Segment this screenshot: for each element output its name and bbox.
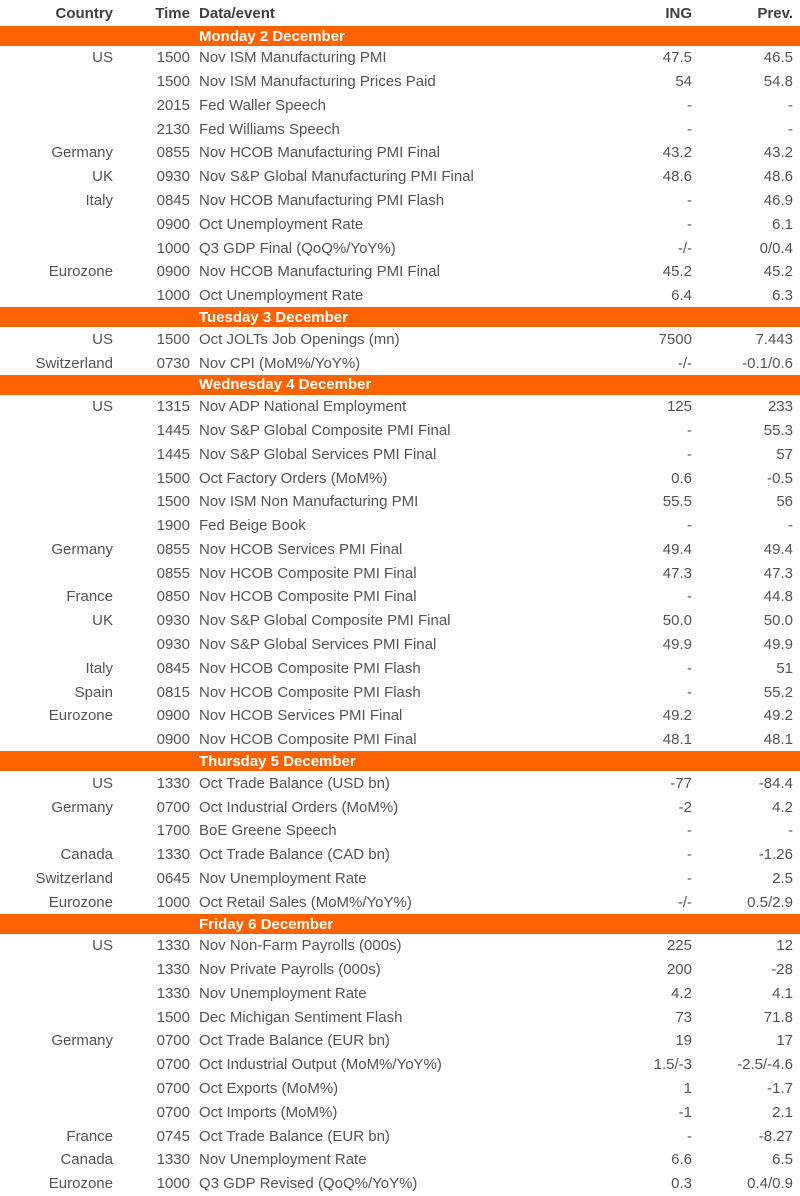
event-cell: Nov Non-Farm Payrolls (000s) xyxy=(199,937,402,955)
prev-value-cell: 2.1 xyxy=(772,1103,793,1121)
prev-value-cell: 7.443 xyxy=(755,330,793,348)
day-section-band xyxy=(0,26,800,46)
ing-value-cell: - xyxy=(687,1127,692,1145)
time-cell: 1500 xyxy=(156,469,190,487)
time-cell: 0930 xyxy=(156,612,190,630)
ing-value-cell: 225 xyxy=(666,937,692,955)
event-cell: Nov Unemployment Rate xyxy=(199,869,367,887)
table-row xyxy=(0,189,800,213)
table-row xyxy=(0,843,800,867)
ing-value-cell: 47.3 xyxy=(662,564,692,582)
table-row xyxy=(0,351,800,375)
table-row xyxy=(0,538,800,562)
ing-value-cell: 49.2 xyxy=(662,707,692,725)
prev-value-cell: 0.5/2.9 xyxy=(747,893,793,911)
event-cell: Nov HCOB Manufacturing PMI Final xyxy=(199,144,440,162)
time-cell: 1000 xyxy=(156,287,190,305)
event-cell: Nov ADP National Employment xyxy=(199,398,407,416)
time-cell: 1900 xyxy=(156,517,190,535)
table-row xyxy=(0,141,800,165)
table-row xyxy=(0,514,800,538)
time-cell: 0900 xyxy=(156,707,190,725)
event-cell: Nov HCOB Composite PMI Final xyxy=(199,731,417,749)
prev-value-cell: 54.8 xyxy=(763,73,793,91)
table-row xyxy=(0,70,800,94)
day-section-band xyxy=(0,375,800,395)
day-section-label: Thursday 5 December xyxy=(199,752,356,770)
event-cell: Nov S&P Global Manufacturing PMI Final xyxy=(199,168,474,186)
ing-value-cell: - xyxy=(687,846,692,864)
prev-value-cell: 46.9 xyxy=(763,191,793,209)
country-cell: US xyxy=(92,398,113,416)
prev-value-cell: -1.7 xyxy=(767,1080,793,1097)
time-cell: 1700 xyxy=(156,822,190,840)
time-cell: 1330 xyxy=(156,1151,190,1169)
prev-value-cell: 47.3 xyxy=(763,564,793,582)
country-cell: Germany xyxy=(51,540,113,558)
table-row xyxy=(0,466,800,490)
time-cell: 0855 xyxy=(156,540,190,558)
event-cell: Nov HCOB Composite PMI Final xyxy=(199,564,417,582)
table-row xyxy=(0,46,800,70)
time-cell: 1445 xyxy=(156,422,190,440)
time-cell: 0855 xyxy=(156,144,190,162)
event-cell: Oct Trade Balance (CAD bn) xyxy=(199,846,390,864)
time-cell: 0855 xyxy=(156,564,190,582)
event-cell: Dec Michigan Sentiment Flash xyxy=(199,1008,403,1026)
column-header-prev: Prev. xyxy=(757,4,793,22)
prev-value-cell: 2.5 xyxy=(772,869,793,887)
event-cell: Nov ISM Manufacturing PMI xyxy=(199,49,387,67)
prev-value-cell: 49.9 xyxy=(763,635,793,653)
event-cell: Nov HCOB Composite PMI Flash xyxy=(199,659,421,677)
prev-value-cell: 48.1 xyxy=(763,731,793,749)
event-cell: Nov S&P Global Services PMI Final xyxy=(199,445,437,463)
country-cell: France xyxy=(66,1127,113,1145)
table-row xyxy=(0,1029,800,1053)
table-row xyxy=(0,260,800,284)
event-cell: Oct Trade Balance (EUR bn) xyxy=(199,1127,390,1145)
event-cell: Oct Retail Sales (MoM%/YoY%) xyxy=(199,893,412,911)
prev-value-cell: 4.1 xyxy=(772,984,793,1002)
country-cell: Canada xyxy=(60,846,113,864)
time-cell: 1500 xyxy=(156,49,190,67)
prev-value-cell: 233 xyxy=(767,398,793,416)
prev-value-cell: 6.1 xyxy=(772,215,793,233)
prev-value-cell: 50.0 xyxy=(763,612,793,630)
ing-value-cell: 1 xyxy=(683,1080,692,1097)
ing-value-cell: - xyxy=(687,215,692,233)
table-row xyxy=(0,490,800,514)
time-cell: 2130 xyxy=(156,120,190,138)
time-cell: 0900 xyxy=(156,263,190,281)
table-row xyxy=(0,982,800,1006)
table-row xyxy=(0,561,800,585)
event-cell: Oct Trade Balance (USD bn) xyxy=(199,774,390,792)
time-cell: 1330 xyxy=(156,846,190,864)
column-header-country: Country xyxy=(55,4,113,22)
table-row xyxy=(0,419,800,443)
table-row xyxy=(0,236,800,260)
time-cell: 0700 xyxy=(156,798,190,816)
ing-value-cell: 19 xyxy=(675,1032,692,1050)
time-cell: 1330 xyxy=(156,937,190,955)
event-cell: Q3 GDP Revised (QoQ%/YoY%) xyxy=(199,1175,418,1193)
ing-value-cell: 45.2 xyxy=(662,263,692,281)
time-cell: 0850 xyxy=(156,588,190,606)
event-cell: Oct Industrial Orders (MoM%) xyxy=(199,798,399,816)
country-cell: US xyxy=(92,774,113,792)
event-cell: Oct Factory Orders (MoM%) xyxy=(199,469,388,487)
time-cell: 0700 xyxy=(156,1056,190,1074)
time-cell: 1445 xyxy=(156,445,190,463)
country-cell: Canada xyxy=(60,1151,113,1169)
day-section-band xyxy=(0,751,800,771)
prev-value-cell: -2.5/-4.6 xyxy=(737,1056,793,1074)
day-section-label: Wednesday 4 December xyxy=(199,376,372,394)
ing-value-cell: 55.5 xyxy=(662,493,692,511)
prev-value-cell: - xyxy=(788,96,793,114)
table-row xyxy=(0,1100,800,1124)
ing-value-cell: -/- xyxy=(677,354,692,372)
ing-value-cell: - xyxy=(687,588,692,606)
table-row xyxy=(0,890,800,914)
table-row xyxy=(0,680,800,704)
time-cell: 0815 xyxy=(156,683,190,701)
event-cell: Nov HCOB Services PMI Final xyxy=(199,540,403,558)
prev-value-cell: 55.2 xyxy=(763,683,793,701)
prev-value-cell: 6.3 xyxy=(772,287,793,305)
table-row xyxy=(0,442,800,466)
ing-value-cell: 1.5/-3 xyxy=(653,1056,692,1074)
event-cell: Oct JOLTs Job Openings (mn) xyxy=(199,330,400,348)
event-cell: Nov Private Payrolls (000s) xyxy=(199,961,381,979)
country-cell: US xyxy=(92,49,113,67)
prev-value-cell: 51 xyxy=(776,659,793,677)
ing-value-cell: 0.6 xyxy=(671,469,692,487)
table-row xyxy=(0,284,800,308)
table-row xyxy=(0,1172,800,1196)
event-cell: Nov HCOB Composite PMI Flash xyxy=(199,683,421,701)
ing-value-cell: - xyxy=(687,822,692,840)
time-cell: 0845 xyxy=(156,191,190,209)
event-cell: Nov S&P Global Composite PMI Final xyxy=(199,422,451,440)
column-header-ing: ING xyxy=(665,4,692,22)
table-row xyxy=(0,1053,800,1077)
prev-value-cell: 44.8 xyxy=(763,588,793,606)
time-cell: 1500 xyxy=(156,330,190,348)
event-cell: Fed Beige Book xyxy=(199,517,306,535)
country-cell: Eurozone xyxy=(48,1175,113,1193)
time-cell: 1500 xyxy=(156,493,190,511)
country-cell: UK xyxy=(92,168,113,186)
prev-value-cell: - xyxy=(788,120,793,138)
country-cell: Switzerland xyxy=(35,869,113,887)
table-row xyxy=(0,327,800,351)
event-cell: Nov CPI (MoM%/YoY%) xyxy=(199,354,361,372)
time-cell: 0730 xyxy=(156,354,190,372)
ing-value-cell: 50.0 xyxy=(662,612,692,630)
ing-value-cell: -/- xyxy=(677,893,692,911)
ing-value-cell: 54 xyxy=(675,73,692,91)
prev-value-cell: -1.26 xyxy=(758,846,793,864)
table-row xyxy=(0,165,800,189)
ing-value-cell: 48.1 xyxy=(662,731,692,749)
prev-value-cell: -84.4 xyxy=(758,774,793,792)
country-cell: Germany xyxy=(51,798,113,816)
day-section-label: Monday 2 December xyxy=(199,27,345,45)
ing-value-cell: 49.9 xyxy=(662,635,692,653)
table-row xyxy=(0,609,800,633)
ing-value-cell: 43.2 xyxy=(662,144,692,162)
ing-value-cell: - xyxy=(687,517,692,535)
prev-value-cell: 12 xyxy=(776,937,793,955)
prev-value-cell: 45.2 xyxy=(763,263,793,281)
ing-value-cell: - xyxy=(687,445,692,463)
ing-value-cell: - xyxy=(687,869,692,887)
table-row xyxy=(0,819,800,843)
ing-value-cell: - xyxy=(687,683,692,701)
event-cell: Nov S&P Global Services PMI Final xyxy=(199,635,437,653)
prev-value-cell: 46.5 xyxy=(763,49,793,67)
event-cell: Oct Unemployment Rate xyxy=(199,215,364,233)
country-cell: US xyxy=(92,330,113,348)
table-row xyxy=(0,94,800,118)
time-cell: 0700 xyxy=(156,1080,190,1097)
event-cell: Oct Exports (MoM%) xyxy=(199,1080,339,1097)
event-cell: Nov HCOB Services PMI Final xyxy=(199,707,403,725)
time-cell: 1000 xyxy=(156,893,190,911)
ing-value-cell: -2 xyxy=(678,798,692,816)
prev-value-cell: 56 xyxy=(776,493,793,511)
time-cell: 0900 xyxy=(156,731,190,749)
table-body xyxy=(0,26,800,1195)
ing-value-cell: 0.3 xyxy=(671,1175,692,1193)
time-cell: 0645 xyxy=(156,869,190,887)
time-cell: 1315 xyxy=(156,398,190,416)
table-row xyxy=(0,656,800,680)
time-cell: 1000 xyxy=(156,239,190,257)
event-cell: Oct Trade Balance (EUR bn) xyxy=(199,1032,390,1050)
prev-value-cell: 0/0.4 xyxy=(759,239,793,257)
ing-value-cell: 125 xyxy=(666,398,692,416)
time-cell: 0900 xyxy=(156,215,190,233)
column-header-row xyxy=(0,0,800,26)
country-cell: Germany xyxy=(51,1032,113,1050)
table-row xyxy=(0,212,800,236)
time-cell: 1330 xyxy=(156,774,190,792)
ing-value-cell: -77 xyxy=(670,774,692,792)
ing-value-cell: - xyxy=(687,422,692,440)
ing-value-cell: - xyxy=(687,96,692,114)
ing-value-cell: - xyxy=(687,191,692,209)
prev-value-cell: 71.8 xyxy=(763,1008,793,1026)
country-cell: Italy xyxy=(85,659,113,677)
table-row xyxy=(0,117,800,141)
prev-value-cell: 43.2 xyxy=(763,144,793,162)
prev-value-cell: -28 xyxy=(771,961,793,979)
country-cell: Eurozone xyxy=(48,263,113,281)
ing-value-cell: 48.6 xyxy=(662,168,692,186)
table-row xyxy=(0,771,800,795)
day-section-label: Tuesday 3 December xyxy=(199,308,348,326)
event-cell: Fed Waller Speech xyxy=(199,96,327,114)
ing-value-cell: 73 xyxy=(675,1008,692,1026)
prev-value-cell: 49.2 xyxy=(763,707,793,725)
time-cell: 0930 xyxy=(156,168,190,186)
ing-value-cell: 6.4 xyxy=(671,287,692,305)
event-cell: Oct Unemployment Rate xyxy=(199,287,364,305)
prev-value-cell: 57 xyxy=(776,445,793,463)
table-row xyxy=(0,633,800,657)
country-cell: France xyxy=(66,588,113,606)
country-cell: Italy xyxy=(85,191,113,209)
table-row xyxy=(0,795,800,819)
country-cell: Spain xyxy=(74,683,113,701)
time-cell: 0700 xyxy=(156,1032,190,1050)
time-cell: 1500 xyxy=(156,73,190,91)
prev-value-cell: 55.3 xyxy=(763,422,793,440)
time-cell: 1500 xyxy=(156,1008,190,1026)
ing-value-cell: 49.4 xyxy=(662,540,692,558)
table-row xyxy=(0,704,800,728)
country-cell: US xyxy=(92,937,113,955)
table-row xyxy=(0,867,800,891)
event-cell: Nov Unemployment Rate xyxy=(199,1151,367,1169)
day-section-band xyxy=(0,307,800,327)
country-cell: Eurozone xyxy=(48,707,113,725)
prev-value-cell: 4.2 xyxy=(772,798,793,816)
event-cell: Nov HCOB Manufacturing PMI Final xyxy=(199,263,440,281)
ing-value-cell: - xyxy=(687,659,692,677)
time-cell: 1330 xyxy=(156,984,190,1002)
country-cell: Eurozone xyxy=(48,893,113,911)
event-cell: Nov HCOB Manufacturing PMI Flash xyxy=(199,191,445,209)
table-row xyxy=(0,585,800,609)
table-row xyxy=(0,934,800,958)
time-cell: 2015 xyxy=(156,96,190,114)
event-cell: Nov Unemployment Rate xyxy=(199,984,367,1002)
prev-value-cell: - xyxy=(788,517,793,535)
event-cell: Q3 GDP Final (QoQ%/YoY%) xyxy=(199,239,396,257)
day-section-label: Friday 6 December xyxy=(199,915,334,933)
ing-value-cell: -1 xyxy=(678,1103,692,1121)
table-row xyxy=(0,1005,800,1029)
event-cell: Nov ISM Manufacturing Prices Paid xyxy=(199,73,436,91)
prev-value-cell: 0.4/0.9 xyxy=(747,1175,793,1193)
prev-value-cell: 48.6 xyxy=(763,168,793,186)
column-header-data-event: Data/event xyxy=(199,4,275,22)
ing-value-cell: 7500 xyxy=(658,330,692,348)
day-section-band xyxy=(0,914,800,934)
time-cell: 0930 xyxy=(156,635,190,653)
event-cell: Fed Williams Speech xyxy=(199,120,340,138)
time-cell: 1000 xyxy=(156,1175,190,1193)
ing-value-cell: 200 xyxy=(666,961,692,979)
prev-value-cell: 17 xyxy=(776,1032,793,1050)
table-row xyxy=(0,1148,800,1172)
table-row xyxy=(0,958,800,982)
event-cell: Oct Imports (MoM%) xyxy=(199,1103,338,1121)
time-cell: 0845 xyxy=(156,659,190,677)
prev-value-cell: 6.5 xyxy=(772,1151,793,1169)
time-cell: 0745 xyxy=(156,1127,190,1145)
country-cell: Switzerland xyxy=(35,354,113,372)
ing-value-cell: 4.2 xyxy=(671,984,692,1002)
country-cell: UK xyxy=(92,612,113,630)
event-cell: Oct Industrial Output (MoM%/YoY%) xyxy=(199,1056,442,1074)
event-cell: Nov HCOB Composite PMI Final xyxy=(199,588,417,606)
ing-value-cell: -/- xyxy=(677,239,692,257)
table-row xyxy=(0,395,800,419)
ing-value-cell: 6.6 xyxy=(671,1151,692,1169)
event-cell: BoE Greene Speech xyxy=(199,822,337,840)
prev-value-cell: -8.27 xyxy=(758,1127,793,1145)
ing-value-cell: 47.5 xyxy=(662,49,692,67)
ing-value-cell: - xyxy=(687,120,692,138)
prev-value-cell: 49.4 xyxy=(763,540,793,558)
prev-value-cell: -0.1/0.6 xyxy=(742,354,793,372)
prev-value-cell: -0.5 xyxy=(767,469,793,487)
column-header-time: Time xyxy=(155,4,190,22)
table-row xyxy=(0,1124,800,1148)
event-cell: Nov ISM Non Manufacturing PMI xyxy=(199,493,419,511)
prev-value-cell: - xyxy=(788,822,793,840)
time-cell: 0700 xyxy=(156,1103,190,1121)
time-cell: 1330 xyxy=(156,961,190,979)
table-row xyxy=(0,728,800,752)
table-row xyxy=(0,1077,800,1101)
event-cell: Nov S&P Global Composite PMI Final xyxy=(199,612,451,630)
country-cell: Germany xyxy=(51,144,113,162)
